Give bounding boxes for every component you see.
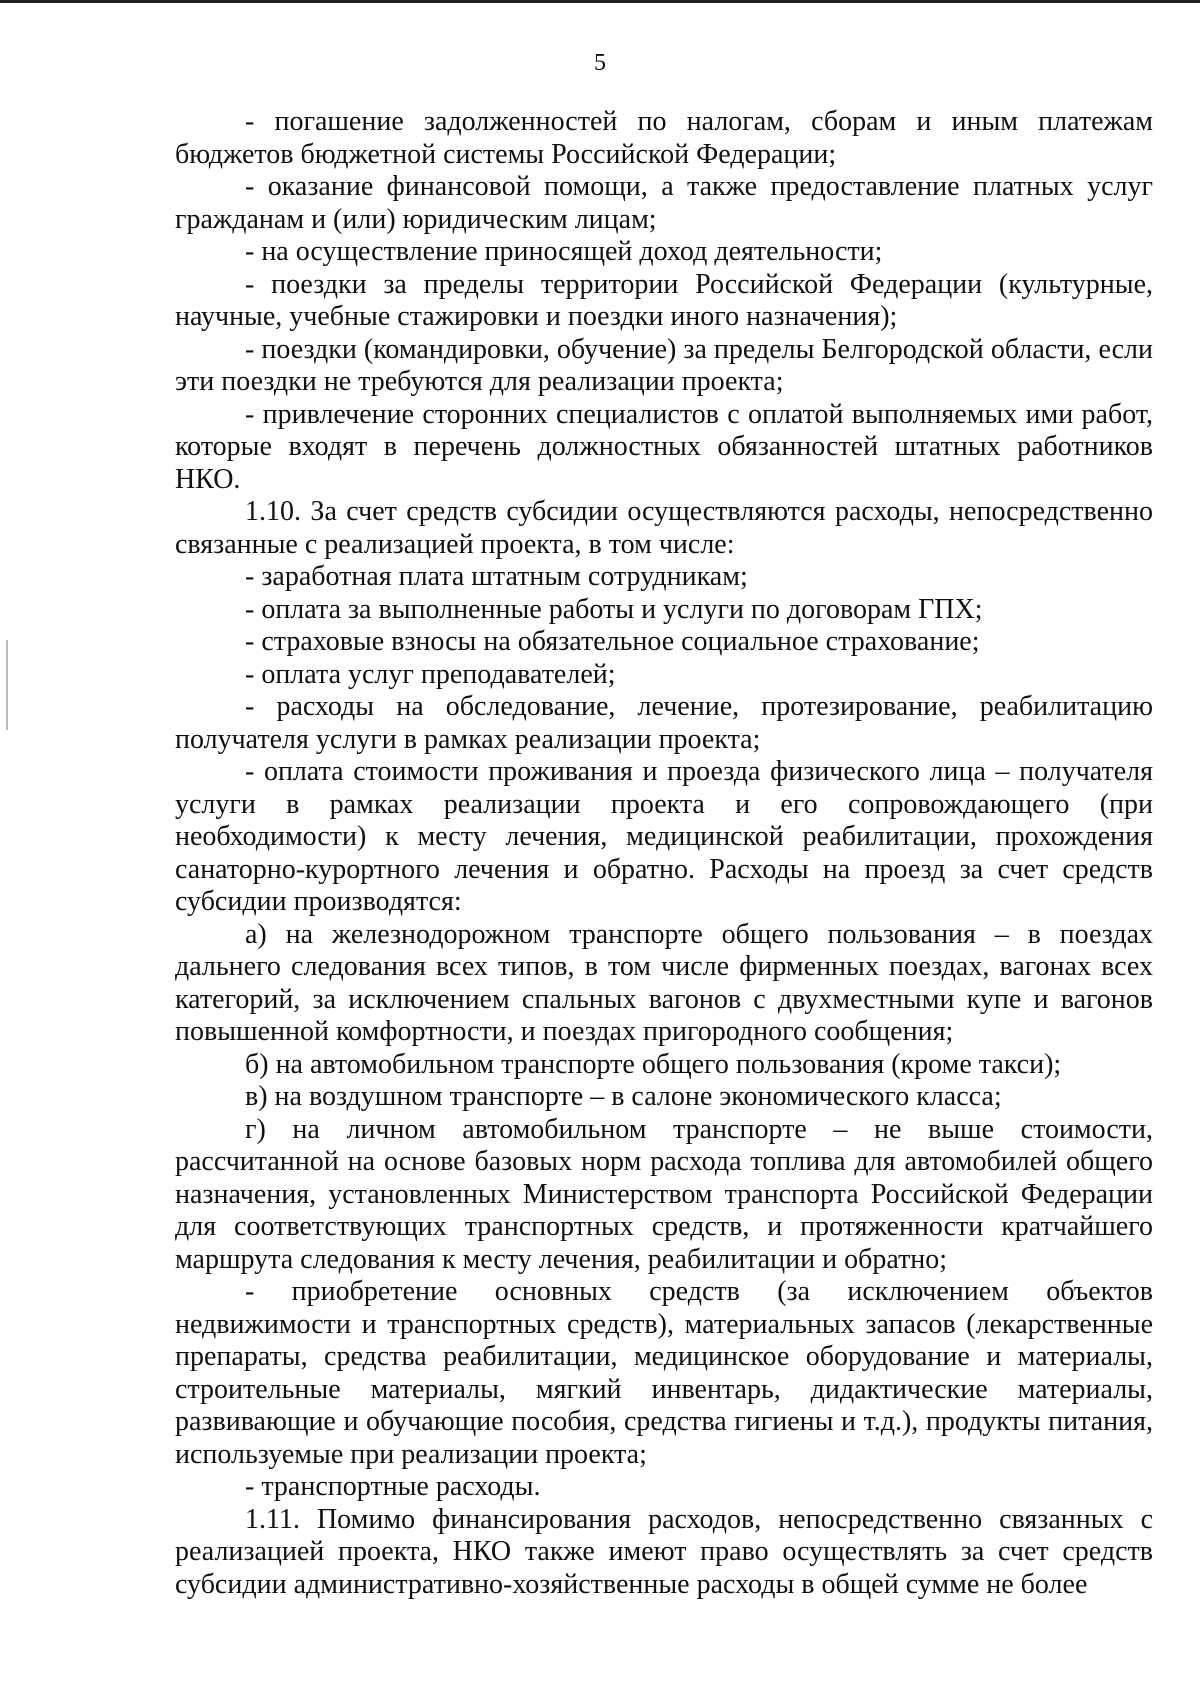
section-paragraph: 1.11. Помимо финансирования расходов, непосредственно связанных с реализацией проекта, НКО также имеют право осуществлять за счет средств субсидии административно-хозяйственные расходы в общей сумме не более [175,1503,1153,1600]
paragraph: - страховые взносы на обязательное социальное страхование; [245,626,980,657]
paragraph: б) на автомобильном транспорте общего пользования (кроме такси); [245,1048,1062,1080]
paragraph: - оплата услуг преподавателей; [245,658,616,690]
scan-margin-mark [6,640,8,730]
paragraph: - на осуществление приносящей доход деятельности; [245,236,883,267]
scan-top-edge [0,0,1200,3]
paragraph: - расходы на обследование, лечение, протезирование, реабилитацию получателя услуги в рамках реализации проекта; [175,691,1153,755]
paragraph: - поездки за пределы территории Российской Федерации (культурные, научные, учебные стажировки и поездки иного назначения); [175,268,1153,332]
paragraph: - оплата за выполненные работы и услуги по договорам ГПХ; [245,593,983,625]
paragraph: - оплата стоимости проживания и проезда физического лица – получателя услуги в рамках реализации проекта и его сопровождающего (при необходимости) к месту лечения, медицинской реабилитации, прохождения санаторно-курортного лечения и обратно. Расходы на проезд за счет средств субсидии производятся: [175,756,1153,917]
paragraph: г) на личном автомобильном транспорте – не выше стоимости, рассчитанной на основе базовых норм расхода топлива для автомобилей общего назначения, установленных Министерством транспорта Российской Федерации для соответствующих транспортных средств, и протяженности кратчайшего маршрута следования к месту лечения, реабилитации и обратно; [175,1113,1153,1275]
paragraph: - поездки (командировки, обучение) за пределы Белгородской области, если эти поездки не требуются для реализации проекта; [175,333,1153,397]
paragraph: - заработная плата штатным сотрудникам; [245,561,748,592]
paragraph: а) на железнодорожном транспорте общего пользования – в поездах дальнего следования всех типов, в том числе фирменных поездах, вагонах всех категорий, за исключением спальных вагонов с двухместными купе и вагонов повышенной комфортности, и поездах пригородного сообщения; [175,918,1153,1047]
document-body [175,106,1153,1601]
page-number: 5 [594,50,606,76]
paragraph: - транспортные расходы. [245,1471,541,1502]
paragraph: - погашение задолженностей по налогам, сборам и иным платежам бюджетов бюджетной системы Российской Федерации; [175,106,1153,170]
paragraph: - привлечение сторонних специалистов с оплатой выполняемых ими работ, которые входят в перечень должностных обязанностей штатных работников НКО. [175,398,1153,495]
paragraph: - приобретение основных средств (за исключением объектов недвижимости и транспортных средств), материальных запасов (лекарственные препараты, средства реабилитации, медицинское оборудование и материалы, строительные материалы, мягкий инвентарь, дидактические материалы, развивающие и обучающие пособия, средства гигиены и т.д.), продукты питания, используемые при реализации проекта; [175,1276,1153,1470]
paragraph: - оказание финансовой помощи, а также предоставление платных услуг гражданам и (или) юридическим лицам; [175,171,1153,235]
section-paragraph: 1.10. За счет средств субсидии осуществляются расходы, непосредственно связанные с реализацией проекта, в том числе: [175,496,1153,560]
paragraph: в) на воздушном транспорте – в салоне экономического класса; [245,1081,1002,1112]
